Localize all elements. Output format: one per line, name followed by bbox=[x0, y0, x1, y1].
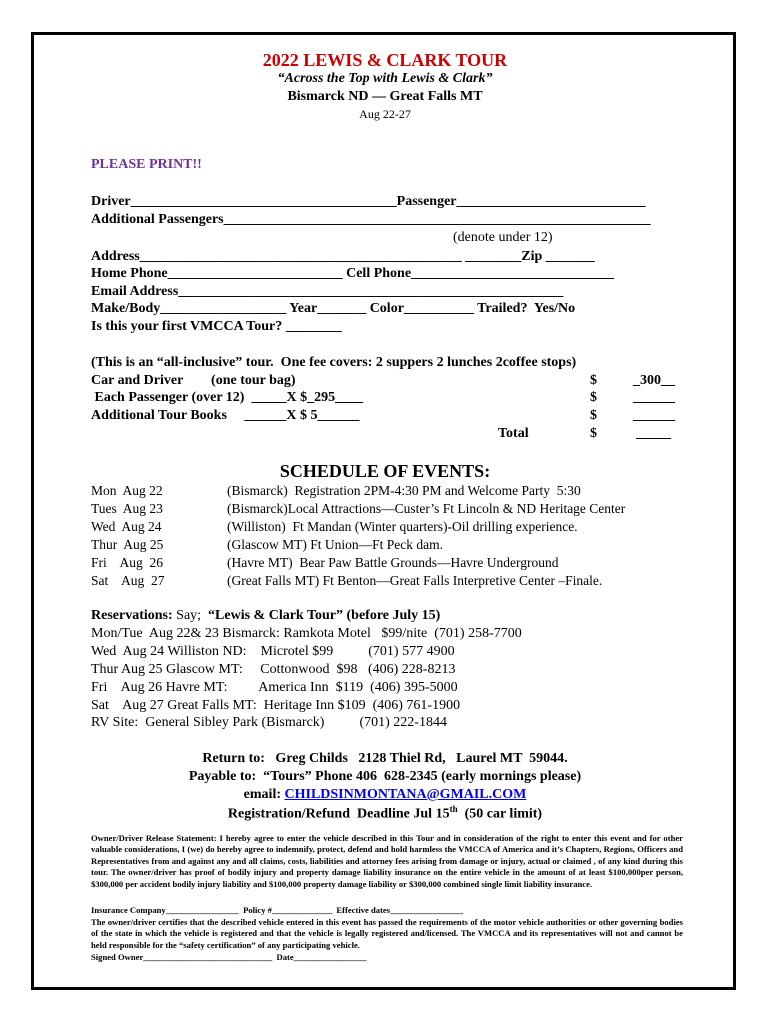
reservation-line: Sat Aug 27 Great Falls MT: Heritage Inn $109 (406) 761-1900 bbox=[91, 698, 461, 713]
reservation-line: RV Site: General Sibley Park (Bismarck) (701) 222-1844 bbox=[91, 715, 447, 730]
deadline-prefix: Registration/Refund Deadline Jul 15 bbox=[227, 806, 450, 822]
address-field[interactable]: Address______________________________________________ ________Zip _______ bbox=[91, 249, 595, 264]
total-label: Total bbox=[498, 426, 529, 441]
reservations-phrase: “Lewis & Clark Tour” (before July 15) bbox=[208, 608, 441, 623]
reservation-line: Wed Aug 24 Williston ND: Microtel $99 (701) 577 4900 bbox=[91, 644, 455, 659]
email-line bbox=[0, 788, 770, 802]
schedule-day: Fri Aug 26 bbox=[91, 555, 164, 570]
release-statement: Owner/Driver Release Statement: I hereby agree to enter the vehicle described in this Tour and in consideration of the right to enter this event and for other valuable considerations, I (we) do hereby agree to indemnify, protect, defend and hold harmless the VMCCA of America and it’s Chapters, Regions, Officers and Representatives from and against any and all claims, costs, liabilities and attorney fees arising from damage or injury, actual or claimed , of any kind during this tour. The owner/driver has proof of bodily injury and property damage liability insurance on the entire vehicle in the amount of at least $100,000per person, $300,000 per accident bodily injury liability and $100,000 property damage liability or $300,000 combined single limit liability insurance. bbox=[91, 833, 683, 889]
email-link[interactable]: CHILDSINMONTANA@GMAIL.COM bbox=[284, 787, 527, 802]
deadline-suffix: (50 car limit) bbox=[457, 806, 543, 822]
email-address-field[interactable]: Email Address_______________________________________________________ bbox=[91, 284, 564, 299]
total-currency: $ bbox=[590, 426, 597, 441]
fee-row-currency: $ bbox=[590, 373, 597, 388]
vehicle-fields[interactable]: Make/Body__________________ Year_______ Color__________ Trailed? Yes/No bbox=[91, 301, 576, 316]
driver-passenger-field[interactable]: Driver______________________________________Passenger___________________________ bbox=[91, 194, 646, 209]
tour-title: 2022 LEWIS & CLARK TOUR bbox=[262, 50, 508, 70]
signature-line[interactable]: Signed Owner______________________________ Date_________________ bbox=[91, 952, 367, 962]
schedule-event: (Bismarck)Local Attractions—Custer’s Ft Lincoln & ND Heritage Center bbox=[227, 501, 626, 516]
email-label: email: bbox=[243, 787, 285, 802]
denote-under-12: (denote under 12) bbox=[453, 230, 553, 245]
reservations-header bbox=[91, 609, 440, 623]
schedule-day: Sat Aug 27 bbox=[91, 573, 165, 588]
schedule-day: Thur Aug 25 bbox=[91, 537, 164, 552]
schedule-event: (Glascow MT) Ft Union—Ft Peck dam. bbox=[227, 537, 443, 552]
tour-dates: Aug 22-27 bbox=[359, 107, 411, 121]
reservations-say: Say; bbox=[172, 608, 209, 623]
additional-passengers-field[interactable]: Additional Passengers_____________________________________________________________ bbox=[91, 212, 651, 227]
schedule-event: (Havre MT) Bear Paw Battle Grounds—Havre Underground bbox=[227, 555, 559, 570]
deadline-sup: th bbox=[449, 804, 458, 814]
reservation-line: Thur Aug 25 Glascow MT: Cottonwood $98 (406) 228-8213 bbox=[91, 662, 456, 677]
phone-fields[interactable]: Home Phone_________________________ Cell Phone_____________________________ bbox=[91, 266, 615, 281]
tour-route: Bismarck ND — Great Falls MT bbox=[287, 89, 483, 104]
fee-row-label[interactable]: Each Passenger (over 12) _____X $_295____ bbox=[91, 390, 364, 405]
fee-note: (This is an “all-inclusive” tour. One fee covers: 2 suppers 2 lunches 2coffee stops) bbox=[91, 355, 577, 370]
fee-row-amount[interactable]: _300__ bbox=[633, 373, 675, 388]
schedule-day: Mon Aug 22 bbox=[91, 483, 163, 498]
reservation-line: Fri Aug 26 Havre MT: America Inn $119 (406) 395-5000 bbox=[91, 680, 458, 695]
schedule-heading: SCHEDULE OF EVENTS: bbox=[279, 461, 491, 481]
return-to: Return to: Greg Childs 2128 Thiel Rd, Laurel MT 59044. bbox=[202, 751, 568, 766]
schedule-day: Wed Aug 24 bbox=[91, 519, 162, 534]
certification-statement: The owner/driver certifies that the described vehicle entered in this event has passed the requirements of the motor vehicle authorities or other governing bodies of the state in which the vehicle is registered and that the vehicle is legally registered and/licensed. The VMCCA and its representatives will not and cannot be held responsible for the “safety certification” of any participating vehicle. bbox=[91, 917, 683, 950]
payable-to: Payable to: “Tours” Phone 406 628-2345 (early mornings please) bbox=[188, 769, 582, 784]
reservations-label: Reservations: bbox=[91, 608, 173, 623]
schedule-event: (Great Falls MT) Ft Benton—Great Falls Interpretive Center –Finale. bbox=[227, 573, 603, 588]
fee-row-label[interactable]: Additional Tour Books ______X $ 5______ bbox=[91, 408, 360, 423]
fee-row-label: Car and Driver (one tour bag) bbox=[91, 373, 296, 388]
fee-row-currency: $ bbox=[590, 408, 597, 423]
tour-subtitle: “Across the Top with Lewis & Clark” bbox=[277, 71, 493, 86]
please-print: PLEASE PRINT!! bbox=[91, 157, 202, 172]
fee-row-amount[interactable]: ______ bbox=[633, 408, 675, 423]
schedule-day: Tues Aug 23 bbox=[91, 501, 163, 516]
fee-row-currency: $ bbox=[590, 390, 597, 405]
reservation-line: Mon/Tue Aug 22& 23 Bismarck: Ramkota Motel $99/nite (701) 258-7700 bbox=[91, 626, 522, 641]
schedule-event: (Bismarck) Registration 2PM-4:30 PM and Welcome Party 5:30 bbox=[227, 483, 581, 498]
total-amount[interactable]: _____ bbox=[636, 426, 671, 441]
insurance-fields[interactable]: Insurance Company_________________ Policy #______________ Effective dates_________________ bbox=[91, 905, 464, 915]
schedule-event: (Williston) Ft Mandan (Winter quarters)-Oil drilling experience. bbox=[227, 519, 578, 534]
fee-row-amount[interactable]: ______ bbox=[633, 390, 675, 405]
deadline-line bbox=[0, 805, 770, 822]
first-tour-field[interactable]: Is this your first VMCCA Tour? ________ bbox=[91, 319, 342, 334]
